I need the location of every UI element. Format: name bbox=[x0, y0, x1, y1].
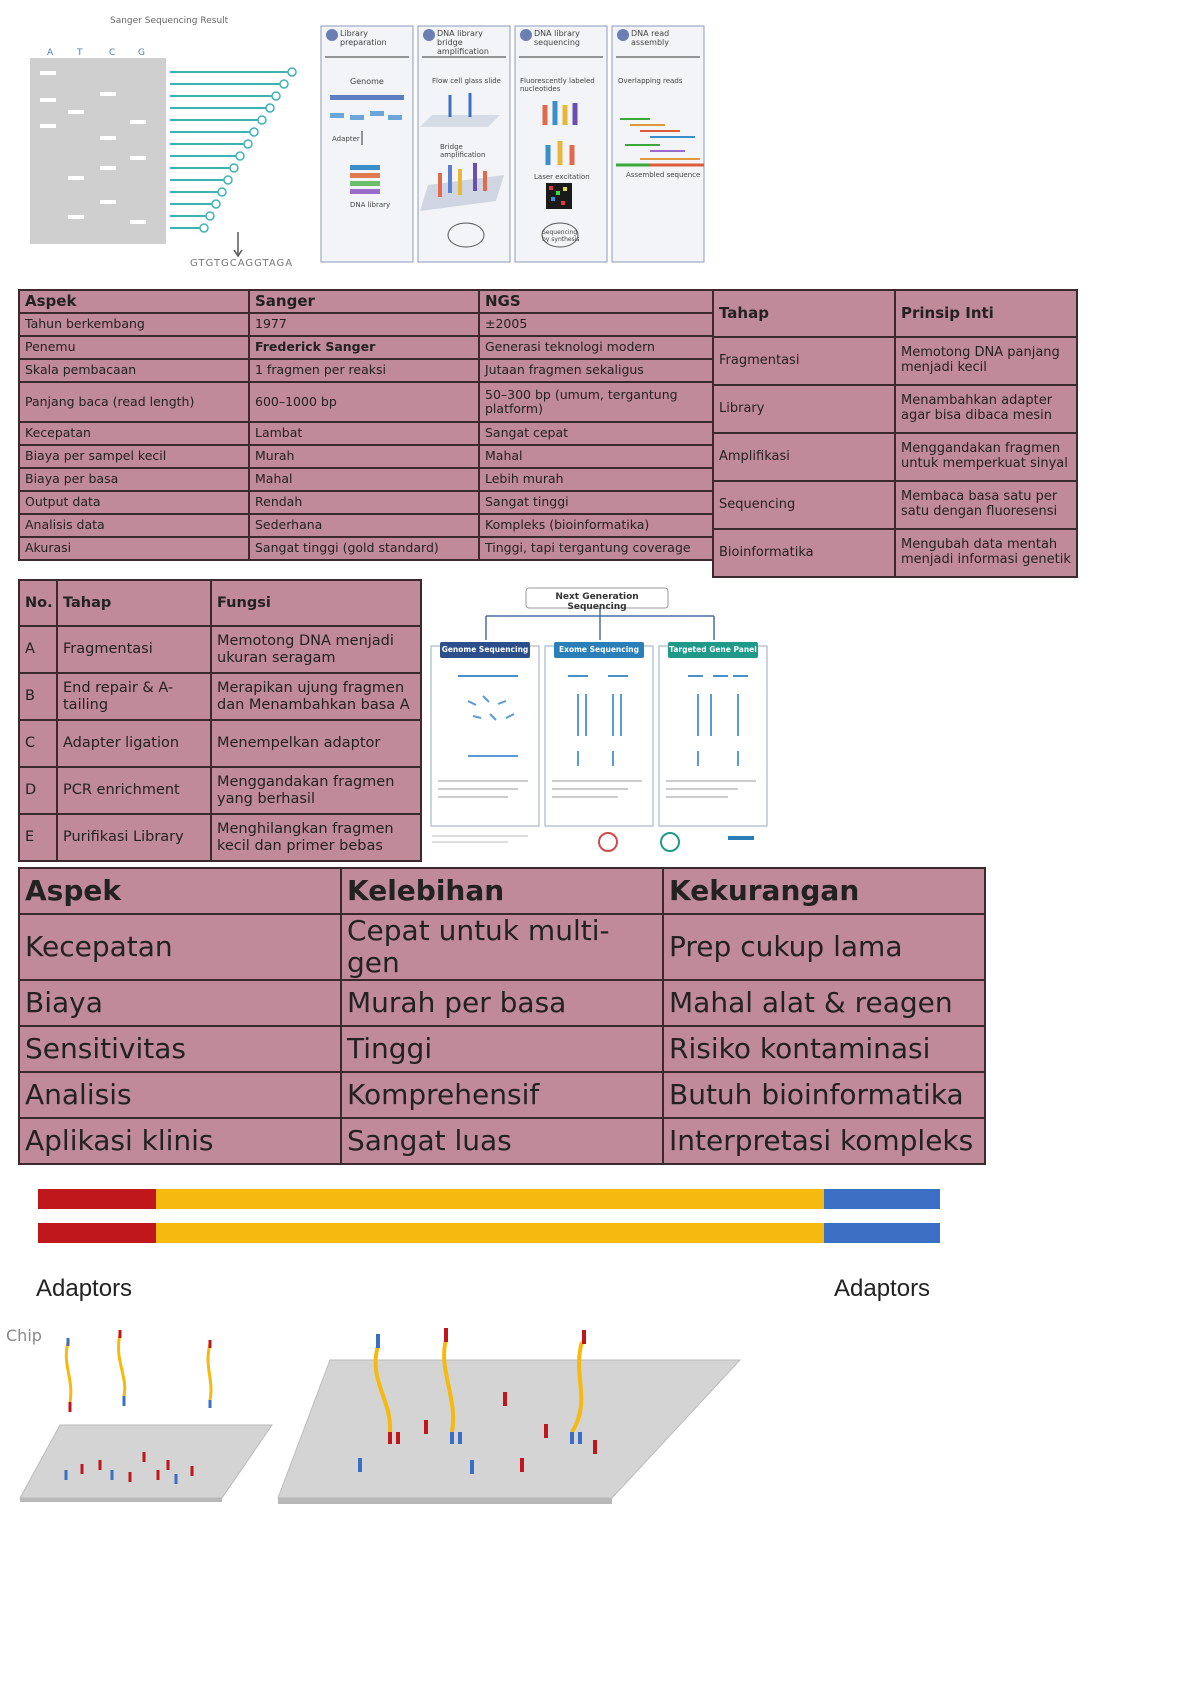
header-tahap: Tahap bbox=[713, 290, 895, 337]
table-cell: Sequencing bbox=[713, 481, 895, 529]
base-label-a: A bbox=[47, 48, 54, 58]
table-cell: Sangat tinggi bbox=[479, 491, 715, 514]
table-cell: PCR enrichment bbox=[57, 767, 211, 814]
table-cell: Frederick Sanger bbox=[249, 336, 479, 359]
base-label-t: T bbox=[77, 48, 83, 58]
header-fungsi: Fungsi bbox=[211, 580, 421, 626]
table-cell: Prep cukup lama bbox=[663, 914, 985, 980]
table-row bbox=[713, 529, 1077, 577]
header-ngs: NGS bbox=[479, 290, 715, 313]
table-cell: Sangat tinggi (gold standard) bbox=[249, 537, 479, 560]
table-header-row bbox=[19, 290, 715, 313]
table-cell: Biaya per basa bbox=[19, 468, 249, 491]
table-cell: Murah per basa bbox=[341, 980, 663, 1026]
table-cell: 600–1000 bp bbox=[249, 382, 479, 422]
panel-d-title: DNA read assembly bbox=[631, 29, 670, 47]
table-row bbox=[19, 359, 715, 382]
table-cell: Biaya per sampel kecil bbox=[19, 445, 249, 468]
table-row bbox=[19, 720, 421, 767]
panel-c-label-sbs: Sequencing by synthesis bbox=[542, 229, 580, 243]
table-row bbox=[713, 337, 1077, 385]
table-row bbox=[713, 385, 1077, 433]
header-tahap: Tahap bbox=[57, 580, 211, 626]
table-tahap-prinsip bbox=[712, 289, 1078, 578]
table-cell: Sensitivitas bbox=[19, 1026, 341, 1072]
table-cell: Tahun berkembang bbox=[19, 313, 249, 336]
table-cell: Kecepatan bbox=[19, 422, 249, 445]
table-row bbox=[19, 313, 715, 336]
insert-segment bbox=[156, 1189, 824, 1209]
panel-c-title: DNA library sequencing bbox=[534, 29, 580, 47]
table-cell: Mahal alat & reagen bbox=[663, 980, 985, 1026]
panel-a-top: Genome bbox=[350, 77, 384, 86]
table-row bbox=[19, 422, 715, 445]
panel-c-label-laser: Laser excitation bbox=[534, 173, 590, 181]
table-cell: Fragmentasi bbox=[713, 337, 895, 385]
table-header-row bbox=[19, 580, 421, 626]
header-aspek: Aspek bbox=[19, 868, 341, 914]
table-cell: Kompleks (bioinformatika) bbox=[479, 514, 715, 537]
table-cell: Interpretasi kompleks bbox=[663, 1118, 985, 1164]
table-row bbox=[19, 336, 715, 359]
panel-b-top: Flow cell glass slide bbox=[432, 77, 501, 85]
base-label-c: C bbox=[109, 48, 116, 58]
table-cell: Komprehensif bbox=[341, 1072, 663, 1118]
table-cell: 50–300 bp (umum, tergantung platform) bbox=[479, 382, 715, 422]
table-row bbox=[19, 814, 421, 861]
table-cell: Membaca basa satu per satu dengan fluoresensi bbox=[895, 481, 1077, 529]
panel-d-top: Overlapping reads bbox=[618, 77, 683, 85]
adaptor-left-segment bbox=[38, 1189, 156, 1209]
table-row bbox=[19, 673, 421, 720]
adaptor-left-segment bbox=[38, 1223, 156, 1243]
table-cell: Sangat cepat bbox=[479, 422, 715, 445]
table-cell: Memotong DNA menjadi ukuran seragam bbox=[211, 626, 421, 673]
table-row bbox=[19, 537, 715, 560]
table-row bbox=[19, 1118, 985, 1164]
adaptor-right-segment bbox=[824, 1189, 940, 1209]
header-no: No. bbox=[19, 580, 57, 626]
table-cell: D bbox=[19, 767, 57, 814]
table-cell: Rendah bbox=[249, 491, 479, 514]
table-cell: Generasi teknologi modern bbox=[479, 336, 715, 359]
table-sanger-vs-ngs bbox=[18, 289, 716, 561]
table-kelebihan-kekurangan bbox=[18, 867, 986, 1165]
table-row bbox=[19, 382, 715, 422]
table-cell: Aplikasi klinis bbox=[19, 1118, 341, 1164]
table-cell: 1 fragmen per reaksi bbox=[249, 359, 479, 382]
chip-label: Chip bbox=[6, 1326, 42, 1345]
table-row bbox=[19, 767, 421, 814]
table-cell: Library bbox=[713, 385, 895, 433]
header-sanger: Sanger bbox=[249, 290, 479, 313]
table-cell: A bbox=[19, 626, 57, 673]
table-cell: Fragmentasi bbox=[57, 626, 211, 673]
panel-c-top: Fluorescently labeled nucleotides bbox=[520, 77, 595, 93]
table-row bbox=[19, 914, 985, 980]
table-cell: Merapikan ujung fragmen dan Menambahkan basa A bbox=[211, 673, 421, 720]
ngs-types-svg bbox=[428, 586, 773, 862]
table-cell: Sederhana bbox=[249, 514, 479, 537]
table-row bbox=[713, 481, 1077, 529]
ngs-type-genome: Genome Sequencing bbox=[441, 645, 529, 654]
table-cell: Lebih murah bbox=[479, 468, 715, 491]
sanger-sequence: GTGTGCAGGTAGA bbox=[190, 258, 294, 269]
table-row bbox=[19, 445, 715, 468]
adaptors-label-right: Adaptors bbox=[834, 1275, 931, 1302]
table-cell: Murah bbox=[249, 445, 479, 468]
panel-b-label: Bridge amplification bbox=[440, 143, 486, 159]
adaptor-right-segment bbox=[824, 1223, 940, 1243]
table-row bbox=[19, 468, 715, 491]
table-row bbox=[19, 1072, 985, 1118]
table-cell: Tinggi, tapi tergantung coverage bbox=[479, 537, 715, 560]
table-cell: Menempelkan adaptor bbox=[211, 720, 421, 767]
table-cell: Purifikasi Library bbox=[57, 814, 211, 861]
table-header-row bbox=[713, 290, 1077, 337]
table-cell: Kecepatan bbox=[19, 914, 341, 980]
table-cell: Analisis bbox=[19, 1072, 341, 1118]
library-fragment-bar bbox=[38, 1189, 940, 1209]
table-library-prep bbox=[18, 579, 422, 862]
table-cell: ±2005 bbox=[479, 313, 715, 336]
table-cell: Jutaan fragmen sekaligus bbox=[479, 359, 715, 382]
insert-segment bbox=[156, 1223, 824, 1243]
panel-d-label: Assembled sequence bbox=[626, 171, 701, 179]
table-cell: Risiko kontaminasi bbox=[663, 1026, 985, 1072]
ngs-types-title: Next Generation Sequencing bbox=[555, 592, 639, 612]
table-cell: Penemu bbox=[19, 336, 249, 359]
table-cell: Mahal bbox=[479, 445, 715, 468]
table-row bbox=[19, 1026, 985, 1072]
table-cell: Mahal bbox=[249, 468, 479, 491]
table-cell: Menggandakan fragmen untuk memperkuat sinyal bbox=[895, 433, 1077, 481]
panel-a-title: Library preparation bbox=[340, 29, 387, 47]
header-kekurangan: Kekurangan bbox=[663, 868, 985, 914]
ngs-type-exome: Exome Sequencing bbox=[559, 645, 639, 654]
table-row bbox=[19, 514, 715, 537]
table-cell: Menambahkan adapter agar bisa dibaca mesin bbox=[895, 385, 1077, 433]
sanger-figure bbox=[20, 10, 310, 272]
ngs-steps-svg bbox=[320, 25, 710, 265]
table-cell: Menghilangkan fragmen kecil dan primer bebas bbox=[211, 814, 421, 861]
table-cell: End repair & A-tailing bbox=[57, 673, 211, 720]
sanger-gel-svg bbox=[20, 10, 310, 272]
table-cell: Cepat untuk multi-gen bbox=[341, 914, 663, 980]
table-cell: Butuh bioinformatika bbox=[663, 1072, 985, 1118]
table-cell: Amplifikasi bbox=[713, 433, 895, 481]
table-cell: Akurasi bbox=[19, 537, 249, 560]
table-cell: Tinggi bbox=[341, 1026, 663, 1072]
adaptors-label-left: Adaptors bbox=[36, 1275, 133, 1302]
ngs-steps-figure bbox=[320, 25, 710, 265]
table-row bbox=[19, 626, 421, 673]
flow-cell-illustration bbox=[0, 1320, 760, 1510]
table-cell: Bioinformatika bbox=[713, 529, 895, 577]
table-row bbox=[19, 491, 715, 514]
library-fragment-bar bbox=[38, 1223, 940, 1243]
table-cell: C bbox=[19, 720, 57, 767]
table-cell: Biaya bbox=[19, 980, 341, 1026]
ngs-type-targeted: Targeted Gene Panel bbox=[669, 645, 757, 654]
table-row bbox=[19, 980, 985, 1026]
base-label-g: G bbox=[138, 48, 145, 58]
table-cell: 1977 bbox=[249, 313, 479, 336]
panel-a-label-adapter: Adapter bbox=[332, 135, 360, 143]
table-header-row bbox=[19, 868, 985, 914]
adaptor-bars bbox=[38, 1189, 940, 1245]
table-cell: Lambat bbox=[249, 422, 479, 445]
panel-a-label-library: DNA library bbox=[350, 201, 391, 209]
table-cell: Adapter ligation bbox=[57, 720, 211, 767]
table-cell: Sangat luas bbox=[341, 1118, 663, 1164]
table-cell: E bbox=[19, 814, 57, 861]
table-cell: Analisis data bbox=[19, 514, 249, 537]
table-cell: Output data bbox=[19, 491, 249, 514]
sanger-figure-title: Sanger Sequencing Result bbox=[110, 16, 229, 26]
table-row bbox=[713, 433, 1077, 481]
table-cell: Mengubah data mentah menjadi informasi genetik bbox=[895, 529, 1077, 577]
table-cell: Panjang baca (read length) bbox=[19, 382, 249, 422]
table-cell: B bbox=[19, 673, 57, 720]
panel-b-title: DNA library bridge amplification bbox=[437, 29, 489, 56]
ngs-types-figure bbox=[428, 586, 773, 862]
table-cell: Memotong DNA panjang menjadi kecil bbox=[895, 337, 1077, 385]
table-cell: Skala pembacaan bbox=[19, 359, 249, 382]
table-cell: Menggandakan fragmen yang berhasil bbox=[211, 767, 421, 814]
header-prinsip-inti: Prinsip Inti bbox=[895, 290, 1077, 337]
header-aspek: Aspek bbox=[19, 290, 249, 313]
header-kelebihan: Kelebihan bbox=[341, 868, 663, 914]
